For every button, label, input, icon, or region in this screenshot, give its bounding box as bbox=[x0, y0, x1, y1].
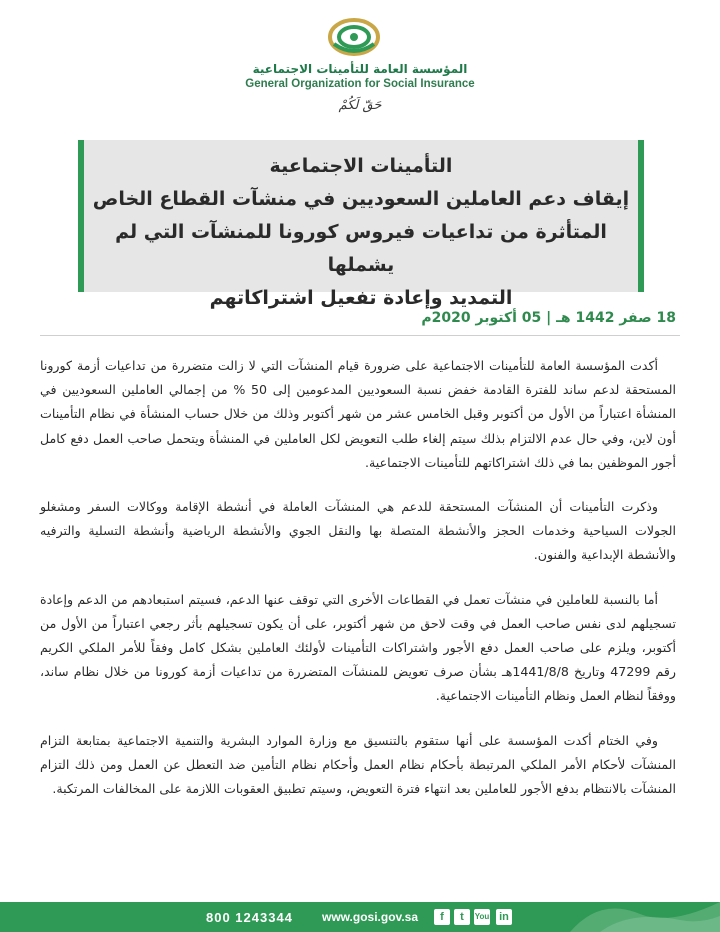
article-body bbox=[40, 354, 676, 821]
title-box bbox=[78, 140, 644, 309]
title-line-3: المتأثرة من تداعيات فيروس كورونا للمنشآت التي لم يشملها bbox=[115, 221, 607, 276]
title-line-2: إيقاف دعم العاملين السعوديين في منشآت القطاع الخاص bbox=[92, 188, 630, 210]
paragraph-3: أما بالنسبة للعاملين في منشآت تعمل في القطاعات الأخرى التي توقف عنها الدعم، فسيتم استبعادهم من الدعم وإعادة تسجيلهم لدى نفس صاحب العمل في وقت لاحق من شهر أكتوبر، على أن يكون تسجيلهم بأثر رجعي اعتباراً من الأول من أكتوبر، ويلزم على صاحب العمل دفع الأجور واشتراكات التأمينات لأولئك العاملين بشكل كامل وفقاً للأمر الملكي الكريم رقم 47299 وتاريخ 1441/8/8هـ بشأن صرف تعويض للمنشآت المتضررة من تداعيات أزمة كورونا من خلال نظام ساند، ووفقاً لنظام العمل ونظام التأمينات الاجتماعية. bbox=[40, 591, 676, 704]
divider bbox=[40, 335, 680, 336]
youtube-icon[interactable]: You bbox=[474, 909, 490, 925]
paragraph-2: وذكرت التأمينات أن المنشآت المستحقة للدعم هي المنشآت العاملة في أنشطة الإقامة ووكالات السفر ومشغلو الجولات السياحية وخدمات الحجز والأنشطة المتصلة بها والنقل الجوي والأنشطة الرياضية وأنشطة التسلية والترفيه والأنشطة الإبداعية والفنون. bbox=[40, 499, 676, 563]
header bbox=[0, 0, 720, 130]
paragraph-1: أكدت المؤسسة العامة للتأمينات الاجتماعية على ضرورة قيام المنشآت التي لا زالت متضررة من تداعيات أزمة كورونا المستحقة لدعم ساند للفترة القادمة خفض نسبة السعوديين المدعومين إلى 50 % من إجمالي العاملين السعوديين في المنشأة اعتباراً من الأول من أكتوبر وقبل الخامس عشر من شهر أكتوبر وذلك من خلال حساب المنشأة في نظام التأمينات أون لاين، وفي حال عدم الالتزام بذلك سيتم إلغاء طلب التعويض لكل العاملين في المنشأة ويتحمل صاحب العمل دفع كامل أجور الموظفين بما في ذلك اشتراكاتهم للتأمينات الاجتماعية. bbox=[40, 358, 676, 470]
paragraph-4: وفي الختام أكدت المؤسسة على أنها ستقوم بالتنسيق مع وزارة الموارد البشرية والتنمية الاجتماعية بمتابعة التزام المنشآت لأحكام الأمر الملكي المرتبطة بأحكام نظام العمل وأحكام نظام التأمين ضد التعطل عن العمل ومن ذلك التزام المنشآت بالانتظام بدفع الأجور للعاملين بعد انتهاء فترة التعويض، وسيتم تطبيق العقوبات اللازمة على المخالفات المرتكبة. bbox=[40, 732, 676, 797]
linkedin-icon[interactable]: in bbox=[496, 909, 512, 925]
gosi-logo-icon bbox=[326, 14, 382, 60]
leaf-pattern-icon bbox=[560, 902, 720, 932]
org-name-english: General Organization for Social Insurance bbox=[245, 78, 475, 90]
phone-number[interactable]: 800 1243344 bbox=[206, 910, 293, 925]
facebook-icon[interactable]: f bbox=[434, 909, 450, 925]
twitter-icon[interactable]: t bbox=[454, 909, 470, 925]
org-name-arabic: المؤسسة العامة للتأمينات الاجتماعية bbox=[252, 62, 468, 76]
footer bbox=[0, 902, 720, 932]
website-link[interactable]: www.gosi.gov.sa bbox=[322, 910, 419, 924]
publish-date: 18 صفر 1442 هـ | 05 أكتوبر 2020م bbox=[421, 310, 676, 326]
title-line-1: التأمينات الاجتماعية bbox=[269, 155, 453, 177]
tagline: حَقّ لَكُمْ bbox=[338, 98, 382, 113]
title-line-4: التمديد وإعادة تفعيل اشتراكاتهم bbox=[209, 287, 513, 309]
